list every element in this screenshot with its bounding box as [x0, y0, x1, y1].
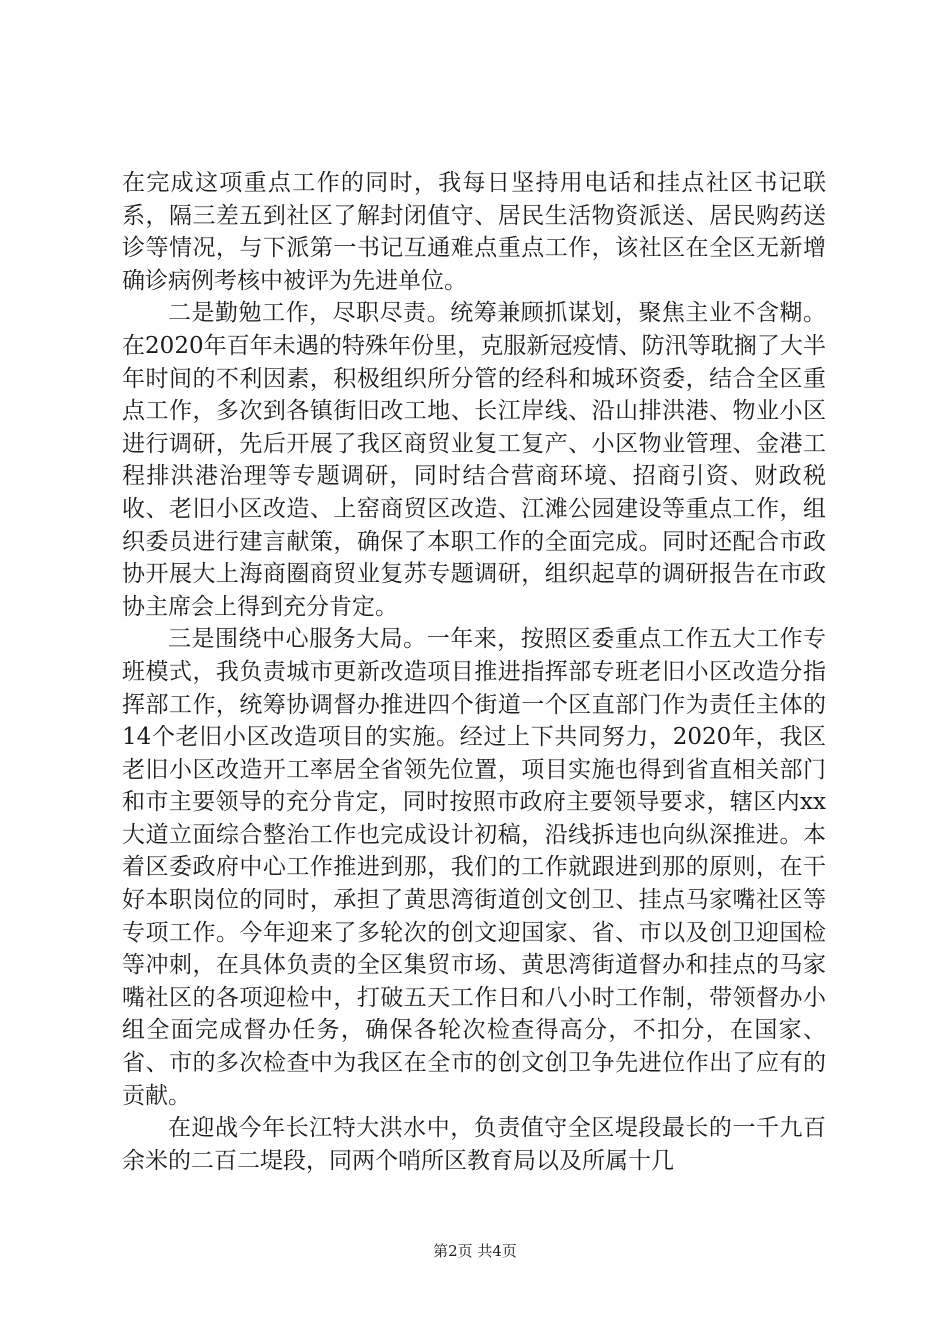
- paragraph-continuation: 在完成这项重点工作的同时，我每日坚持用电话和挂点社区书记联系，隔三差五到社区了解封闭值守、居民生活物资派送、居民购药送诊等情况，与下派第一书记互通难点重点工作，该社区在全区无新增确诊病例考核中被评为先进单位。: [122, 170, 826, 294]
- document-body: [122, 167, 826, 1177]
- paragraph-point-three: 三是围绕中心服务大局。一年来，按照区委重点工作五大工作专班模式，我负责城市更新改造项目推进指挥部专班老旧小区改造分指挥部工作，统筹协调督办推进四个街道一个区直部门作为责任主体的14个老旧小区改造项目的实施。经过上下共同努力，2020年，我区老旧小区改造开工率居全省领先位置，项目实施也得到省直相关部门和市主要领导的充分肯定，同时按照市政府主要领导要求，辖区内xx大道立面综合整治工作也完成设计初稿，沿线拆违也向纵深推进。本着区委政府中心工作推进到那，我们的工作就跟进到那的原则，在干好本职岗位的同时，承担了黄思湾街道创文创卫、挂点马家嘴社区等专项工作。今年迎来了多轮次的创文迎国家、省、市以及创卫迎国检等冲刺，在具体负责的全区集贸市场、黄思湾街道督办和挂点的马家嘴社区的各项迎检中，打破五天工作日和八小时工作制，带领督办小组全面完成督办任务，确保各轮次检查得高分，不扣分，在国家、省、市的多次检查中为我区在全市的创文创卫争先进位作出了应有的贡献。: [122, 626, 826, 1109]
- page-footer: [0, 1240, 950, 1261]
- paragraph-point-two: 二是勤勉工作，尽职尽责。统筹兼顾抓谋划，聚焦主业不含糊。在2020年百年未遇的特殊年份里，克服新冠疫情、防汛等耽搁了大半年时间的不利因素，积极组织所分管的经科和城环资委，结合全区重点工作，多次到各镇街旧改工地、长江岸线、沿山排洪港、物业小区进行调研，先后开展了我区商贸业复工复产、小区物业管理、金港工程排洪港治理等专题调研，同时结合营商环境、招商引资、财政税收、老旧小区改造、上窑商贸区改造、江滩公园建设等重点工作，组织委员进行建言献策，确保了本职工作的全面完成。同时还配合市政协开展大上海商圈商贸业复苏专题调研，组织起草的调研报告在市政协主席会上得到充分肯定。: [122, 300, 826, 620]
- page-number: 第2页 共4页: [433, 1242, 517, 1260]
- paragraph-flood-duty: 在迎战今年长江特大洪水中，负责值守全区堤段最长的一千九百余米的二百二堤段，同两个哨所区教育局以及所属十几: [122, 1115, 826, 1174]
